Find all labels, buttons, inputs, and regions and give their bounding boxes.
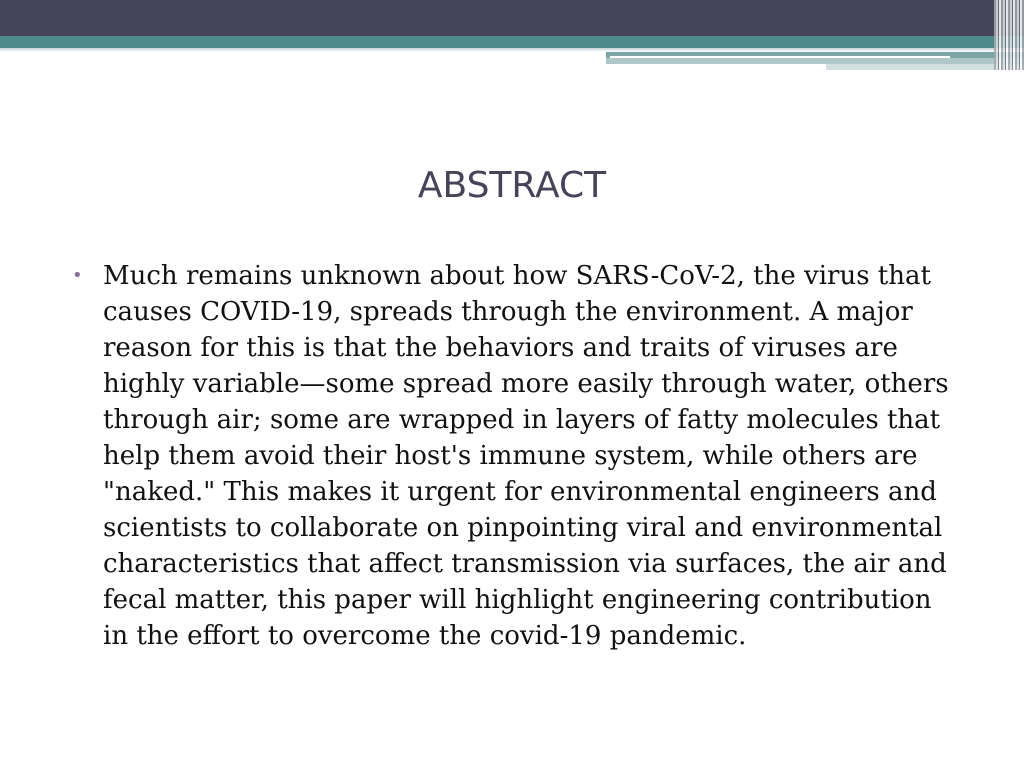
- header-accent-line: [610, 56, 950, 58]
- slide-body: [72, 258, 972, 654]
- bullet-dot-icon: •: [72, 265, 83, 286]
- bullet-item: [72, 258, 972, 654]
- bullet-text: Much remains unknown about how SARS-CoV-2, the virus that causes COVID-19, spreads through the environment. A major reason for this is that the behaviors and traits of viruses are highly variable—some spread more easily through water, others through air; some are wrapped in layers of fatty molecules that help them avoid their host's immune system, while others are "naked." This makes it urgent for environmental engineers and scientists to collaborate on pinpointing viral and environmental characteristics that affect transmission via surfaces, the air and fecal matter, this paper will highlight engineering contribution in the effort to overcome the covid-19 pandemic.: [103, 261, 949, 651]
- header-dark-band: [0, 0, 1024, 36]
- header-teal-band: [0, 36, 1024, 48]
- slide-title: ABSTRACT: [417, 165, 607, 206]
- header-stripes: [994, 0, 1024, 70]
